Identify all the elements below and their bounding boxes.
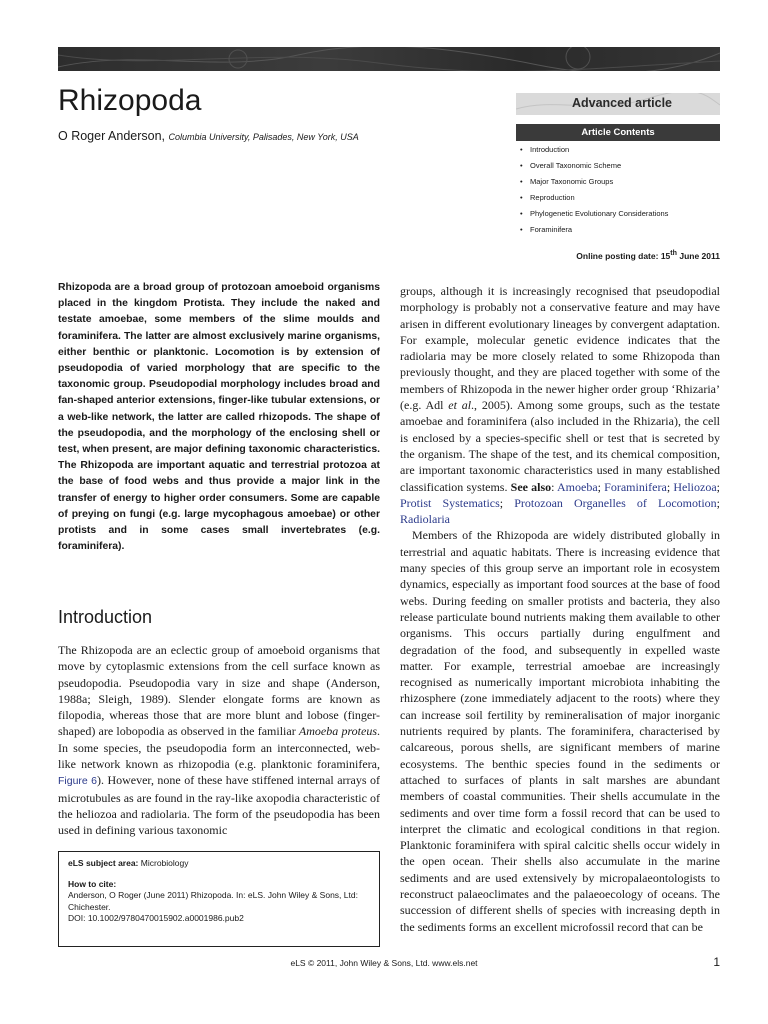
- bullet-icon: •: [520, 161, 523, 170]
- bullet-icon: •: [520, 177, 523, 186]
- see-also-link[interactable]: Radiolaria: [400, 512, 450, 527]
- page-footer: eLS © 2011, John Wiley & Sons, Ltd. www.els.net: [290, 958, 478, 968]
- header-banner: [58, 47, 720, 71]
- citation-text: Anderson, O Roger (June 2011) Rhizopoda. In: eLS. John Wiley & Sons, Ltd: Chichester.: [68, 890, 358, 912]
- see-also-link[interactable]: Protist Systematics: [400, 495, 500, 510]
- page-number: 1: [713, 955, 720, 969]
- citation-box: eLS subject area: Microbiology How to cite: Anderson, O Roger (June 2011) Rhizopoda. In: eLS. John Wiley & Sons, Ltd: Chichester. DOI: 10.1002/9780470015902.a0001986.pub2: [58, 851, 380, 947]
- bullet-icon: •: [520, 193, 523, 202]
- article-contents-list: [516, 141, 720, 241]
- see-also-link[interactable]: Amoeba: [557, 479, 598, 494]
- bullet-icon: •: [520, 225, 523, 234]
- contents-item[interactable]: • Overall Taxonomic Scheme: [520, 161, 622, 170]
- contents-item[interactable]: • Foraminifera: [520, 225, 573, 234]
- body-column-right: [400, 283, 720, 935]
- figure-link[interactable]: Figure 6: [58, 775, 97, 788]
- body-paragraph: groups, although it is increasingly recognised that pseudopodial morphology is probably not a conservative feature and may have arisen in different evolutionary lineages by convergent adaptation. For example, molecular genetic evidence indicates that the radiolaria may be more closely related to some Rhizopoda than previously thought, and they are placed together with some of the members of Rhizopoda in the newer higher order group ‘Rhizaria’ (e.g. Adl et al., 2005). Among some groups, such as the testate amoebae and foraminifera (also included in the Rhizaria), the cell is enclosed by a species-specific shell or test that is secreted by the organism. The shape of the test, and its chemical composition, are important taxonomic characteristics used in many established classification systems. See also: Amoeba; Foraminifera; Heliozoa; Protist Systematics; Protozoan Organelles of Locomotion; Radiolaria: [400, 284, 721, 527]
- contents-item[interactable]: • Major Taxonomic Groups: [520, 177, 614, 186]
- see-also-link[interactable]: Foraminifera: [604, 479, 667, 494]
- author-line: [58, 129, 359, 143]
- article-title: Rhizopoda: [58, 84, 202, 117]
- body-paragraph: Members of the Rhizopoda are widely distributed globally in terrestrial and aquatic habitats. There is increasing evidence that many species of this group serve an important role in ecosystem dynamics, especially as important food sources at the base of food webs. During feeding on smaller protists and bacteria, they also release particulate bound nutrients making them available to other organisms. This occurs partially during engulfment and degradation of the food, and subsequently in expelled waste matter. For example, terrestrial amoebae are increasingly recognised as numerically important microbiota inhabiting the rhizosphere (zone immediately adjacent to the roots) where they can increase soil fertility by remineralisation of major inorganic nutrients required by plants. The foraminifera, characterised by calcareous, porous shells, are significant members of marine ecosystems. The benthic species found in the sediments or attached to surfaces of plants in salt marshes are abundant members of coastal communities. Their shells accumulate in the sediments and over time form a fossil record that can be used to interpret the climatic and ecological conditions in that region. Planktonic foraminifera with spiral calcitic shells occur widely in the open ocean. Their shells also accumulate in the marine sediments and are used extensively by micropalaeontologists to reconstruct palaeoclimates and the palaeoecology of oceans. The succession of different shells of species with increasing depth in the sediments forms an excellent microfossil record that can be: [400, 528, 720, 934]
- advanced-article-label: [516, 93, 720, 115]
- doi: DOI: 10.1002/9780470015902.a0001986.pub2: [68, 913, 244, 924]
- contents-item[interactable]: • Introduction: [520, 145, 570, 154]
- advanced-article-text: Advanced article: [571, 96, 672, 110]
- banner-swirl-decoration: [58, 47, 720, 71]
- bullet-icon: •: [520, 209, 523, 218]
- posting-date: Online posting date: 15th June 2011: [576, 249, 720, 261]
- article-contents-heading: Article Contents: [516, 124, 720, 141]
- abstract: Rhizopoda are a broad group of protozoan amoeboid organisms placed in the kingdom Protista. They include the naked and testate amoebae, some members of the slime moulds and foraminifera. The latter are almost exclusively marine organisms, either benthic or planktonic. Locomotion is by extension of pseudopodia of varied morphology that are specific to the taxonomic group. Pseudopodial morphology includes broad and fan-shaped anterior extensions, finger-like tubular extensions, or a web-like network, the latter are called rhizopods. The shape of the pseudopodia, and the morphology of the enclosing shell or test, when present, are major defining taxonomic characteristics. The Rhizopoda are important aquatic and terrestrial protozoa at the base of food webs and thus provide a major link in the transfer of energy to higher order consumers. Some are capable of preying on fungi (e.g. large mycophagous amoebae) or other protists and in some cases small invertebrates (e.g. foraminifera).: [58, 282, 380, 553]
- author-affiliation: Columbia University, Palisades, New York, USA: [168, 132, 359, 142]
- author-name: O Roger Anderson,: [58, 129, 166, 143]
- contents-item[interactable]: • Reproduction: [520, 193, 575, 202]
- bullet-icon: •: [520, 145, 523, 154]
- contents-item[interactable]: • Phylogenetic Evolutionary Considerations: [520, 209, 669, 218]
- intro-paragraph: The Rhizopoda are an eclectic group of amoeboid organisms that move by cytoplasmic extensions from the cell surface known as pseudopodia. Pseudopodia vary in size and shape (Anderson, 1988a; Sleigh, 1989). Slender elongate forms are known as filopodia, whereas those that are more blunt and lobose (finger-shaped) are lobopodia as observed in the familiar Amoeba proteus. In some species, the pseudopodia form an interconnected, web-like network known as rhizopodia (e.g. planktonic foraminifera, Figure 6). However, none of these have stiffened internal arrays of microtubules as are found in the ray-like axopodia characteristic of the heliozoa and radiolaria. The form of the pseudopodia has been used in defining various taxonomic: [58, 643, 381, 838]
- section-heading-introduction: Introduction: [58, 607, 153, 627]
- see-also-link[interactable]: Protozoan Organelles of Locomotion: [514, 495, 717, 510]
- see-also-link[interactable]: Heliozoa: [673, 479, 717, 494]
- body-column-left: [58, 642, 380, 839]
